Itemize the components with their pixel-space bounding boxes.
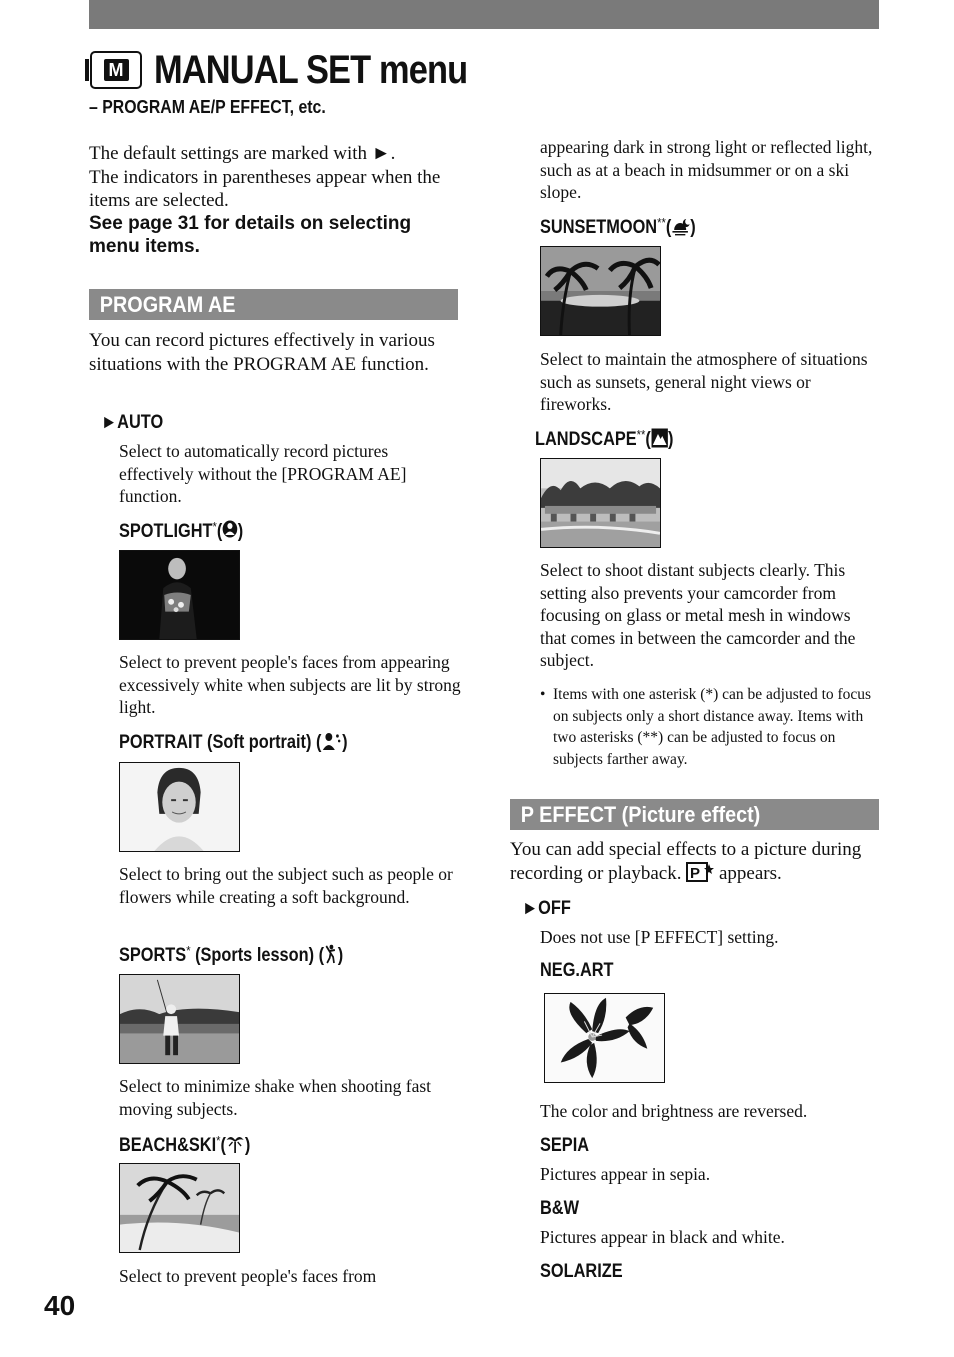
beach-ski-icon: [226, 1134, 245, 1154]
top-bar: [89, 0, 879, 29]
item-text-beach-ski-continued: appearing dark in strong light or reflected light, such as at a beach in midsummer or on a ski slope.: [540, 137, 873, 202]
intro-bold-note: See page 31 for details on selecting menu items.: [89, 213, 412, 257]
note-bullet: •: [540, 686, 546, 703]
section-title-program-ae: PROGRAM AE: [99, 292, 236, 317]
program-ae-description: You can record pictures effectively in various situations with the PROGRAM AE function.: [89, 330, 435, 375]
item-text-portrait: Select to bring out the subject such as people or flowers while creating a soft background.: [119, 864, 453, 907]
page-number: 40: [44, 1290, 76, 1321]
item-text-beach-ski: Select to prevent people's faces from: [119, 1266, 377, 1286]
manual-set-menu-icon: M: [90, 51, 142, 89]
item-text-sunsetmoon: Select to maintain the atmosphere of situations such as sunsets, general night views or fireworks.: [540, 349, 868, 414]
item-text-off: Does not use [P EFFECT] setting.: [540, 927, 779, 947]
item-text-bw: Pictures appear in black and white.: [540, 1227, 785, 1247]
spotlight-photo: [119, 550, 240, 640]
item-heading-sports: SPORTS* (Sports lesson) ( ): [119, 943, 344, 966]
page-title: MANUAL SET menu: [154, 47, 468, 92]
page-subtitle: – PROGRAM AE/P EFFECT, etc.: [89, 97, 326, 117]
default-marker-icon: ►: [522, 898, 539, 919]
intro-text: [89, 142, 459, 213]
portrait-icon: [321, 731, 342, 751]
beach-ski-photo: [119, 1163, 240, 1253]
section-bar-program-ae: [89, 289, 458, 320]
portrait-photo: [119, 762, 240, 852]
item-heading-auto: ►AUTO: [101, 412, 164, 433]
picture-effect-icon: [686, 862, 714, 882]
spotlight-icon: [222, 520, 237, 540]
item-heading-sunsetmoon: SUNSETMOON**( ): [540, 215, 696, 238]
sunset-moon-icon: [671, 216, 690, 236]
asterisk-note: [540, 684, 875, 770]
item-text-sports: Select to minimize shake when shooting fast moving subjects.: [119, 1076, 432, 1119]
item-heading-portrait: PORTRAIT (Soft portrait) ( ): [119, 732, 348, 753]
neg-art-photo: [544, 993, 665, 1083]
item-heading-beach-ski: BEACH&SKI*( ): [119, 1133, 251, 1156]
sports-photo: [119, 974, 240, 1064]
item-text-auto: Select to automatically record pictures effectively without the [PROGRAM AE] function.: [119, 441, 407, 506]
item-heading-bw: B&W: [540, 1198, 580, 1219]
section-bar-p-effect: [510, 799, 879, 830]
intro-line-indicators: The indicators in parentheses appear when the items are selected.: [89, 166, 441, 211]
item-heading-off: ►OFF: [522, 898, 571, 919]
p-effect-description: You can add special effects to a picture during recording or playback. P appears.: [510, 839, 862, 884]
sunsetmoon-photo: [540, 246, 661, 336]
section-title-p-effect: P EFFECT (Picture effect): [520, 802, 761, 827]
page-title-row: [90, 44, 518, 96]
item-text-spotlight: Select to prevent people's faces from appearing excessively white when subjects are lit by strong light.: [119, 652, 461, 717]
svg-text:P: P: [690, 864, 701, 882]
item-heading-spotlight: SPOTLIGHT*( ): [119, 519, 244, 542]
intro-line-default: The default settings are marked with ►.: [89, 143, 396, 164]
asterisk-note-text: Items with one asterisk (*) can be adjusted to focus on subjects only a short distance away. Items with two asterisks (**) can be adjusted to focus on subjects farther away.: [553, 686, 872, 768]
item-heading-sepia: SEPIA: [540, 1135, 590, 1156]
item-text-neg-art: The color and brightness are reversed.: [540, 1101, 808, 1121]
item-text-landscape: Select to shoot distant subjects clearly. This setting also prevents your camcorder from focusing on glass or metal mesh in windows that comes in between the camcorder and the subject.: [540, 560, 856, 670]
item-heading-solarize: SOLARIZE: [540, 1261, 623, 1282]
landscape-icon: [651, 428, 668, 448]
landscape-photo: [540, 458, 661, 548]
item-text-sepia: Pictures appear in sepia.: [540, 1164, 711, 1184]
item-heading-neg-art: NEG.ART: [540, 960, 614, 981]
default-marker-icon: ►: [101, 412, 118, 433]
sports-icon: [324, 944, 338, 964]
item-heading-landscape: LANDSCAPE**( ): [535, 427, 674, 450]
